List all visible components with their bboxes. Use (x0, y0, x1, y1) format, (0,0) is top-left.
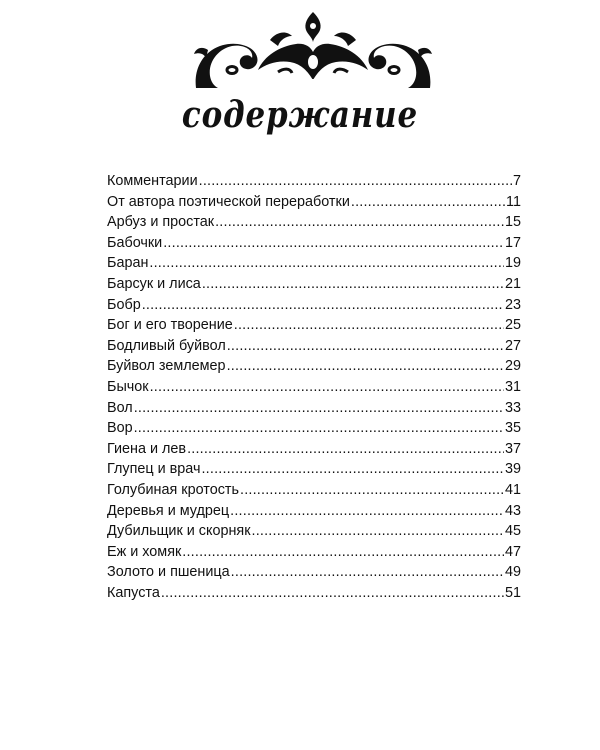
toc-dot-leader (201, 459, 504, 480)
toc-entry-page-number: 15 (504, 214, 521, 231)
toc-entry (107, 480, 521, 501)
toc-entry-title: Голубиная кротость (107, 481, 239, 498)
celtic-knot-ornament-icon (188, 10, 438, 92)
toc-dot-leader (199, 171, 512, 192)
toc-entry (107, 192, 521, 213)
page-title: содержание (181, 94, 419, 136)
toc-dot-leader (149, 253, 504, 274)
toc-entry-title: Деревья и мудрец (107, 502, 230, 519)
toc-entry-title: Комментарии (107, 173, 198, 189)
toc-entry-title: Глупец и врач (107, 461, 201, 478)
toc-entry-page-number: 7 (512, 173, 521, 189)
toc-entry-title: Вол (107, 399, 133, 416)
toc-dot-leader (351, 192, 505, 213)
toc-entry-title: Арбуз и простак (107, 214, 215, 231)
toc-entry-title: Буйвол землемер (107, 358, 226, 375)
toc-dot-leader (161, 583, 504, 604)
table-of-contents (107, 171, 521, 603)
toc-entry (107, 459, 521, 480)
toc-entry-page-number: 33 (504, 399, 521, 416)
toc-dot-leader (231, 562, 504, 583)
toc-entry-title: Капуста (107, 584, 160, 601)
toc-dot-leader (150, 377, 504, 398)
toc-entry-title: Баран (107, 255, 149, 272)
toc-entry-title: Бог и его творение (107, 317, 233, 334)
toc-entry-title: Бодливый буйвол (107, 337, 226, 354)
toc-entry-title: Еж и хомяк (107, 543, 182, 560)
toc-entry (107, 233, 521, 254)
toc-entry (107, 171, 521, 192)
toc-entry-title: Бычок (107, 378, 149, 395)
toc-dot-leader (187, 439, 504, 460)
toc-entry (107, 295, 521, 316)
toc-entry (107, 439, 521, 460)
toc-dot-leader (227, 336, 504, 357)
toc-entry-page-number: 21 (504, 275, 521, 292)
toc-entry (107, 253, 521, 274)
toc-dot-leader (142, 295, 504, 316)
toc-entry-title: Барсук и лиса (107, 275, 201, 292)
toc-dot-leader (240, 480, 504, 501)
toc-entry-page-number: 43 (504, 502, 521, 519)
toc-entry-page-number: 27 (504, 337, 521, 354)
toc-entry (107, 356, 521, 377)
toc-entry-page-number: 51 (504, 584, 521, 601)
toc-entry-page-number: 29 (504, 358, 521, 375)
toc-entry (107, 336, 521, 357)
toc-entry (107, 562, 521, 583)
toc-entry-page-number: 37 (504, 440, 521, 457)
toc-dot-leader (230, 501, 504, 522)
toc-dot-leader (182, 542, 504, 563)
toc-entry-page-number: 49 (504, 564, 521, 581)
toc-entry-title: Бабочки (107, 234, 163, 251)
toc-entry-page-number: 31 (504, 378, 521, 395)
toc-entry-title: Гиена и лев (107, 440, 187, 457)
toc-entry-page-number: 47 (504, 543, 521, 560)
toc-entry-title: Золото и пшеница (107, 564, 230, 581)
toc-entry (107, 418, 521, 439)
toc-entry-page-number: 39 (504, 461, 521, 478)
toc-entry (107, 315, 521, 336)
toc-entry-page-number: 35 (504, 420, 521, 437)
toc-dot-leader (215, 212, 504, 233)
toc-entry-title: Дубильщик и скорняк (107, 523, 251, 540)
toc-dot-leader (163, 233, 504, 254)
toc-dot-leader (234, 315, 504, 336)
toc-entry-page-number: 23 (504, 296, 521, 313)
toc-entry (107, 274, 521, 295)
toc-dot-leader (134, 418, 504, 439)
toc-dot-leader (134, 398, 504, 419)
toc-entry (107, 583, 521, 604)
toc-entry-page-number: 41 (504, 481, 521, 498)
toc-entry (107, 521, 521, 542)
toc-entry-title: Вор (107, 420, 133, 437)
toc-entry (107, 377, 521, 398)
toc-entry-page-number: 17 (504, 234, 521, 251)
toc-entry-page-number: 25 (504, 317, 521, 334)
toc-entry-title: Бобр (107, 296, 141, 313)
toc-entry-page-number: 19 (504, 255, 521, 272)
toc-dot-leader (227, 356, 504, 377)
toc-entry (107, 542, 521, 563)
toc-entry-page-number: 45 (504, 523, 521, 540)
toc-dot-leader (202, 274, 504, 295)
toc-entry-title: От автора поэтической переработки (107, 193, 350, 210)
toc-entry (107, 398, 521, 419)
toc-entry-page-number: 11 (506, 193, 521, 210)
toc-entry (107, 501, 521, 522)
toc-dot-leader (252, 521, 504, 542)
toc-entry (107, 212, 521, 233)
